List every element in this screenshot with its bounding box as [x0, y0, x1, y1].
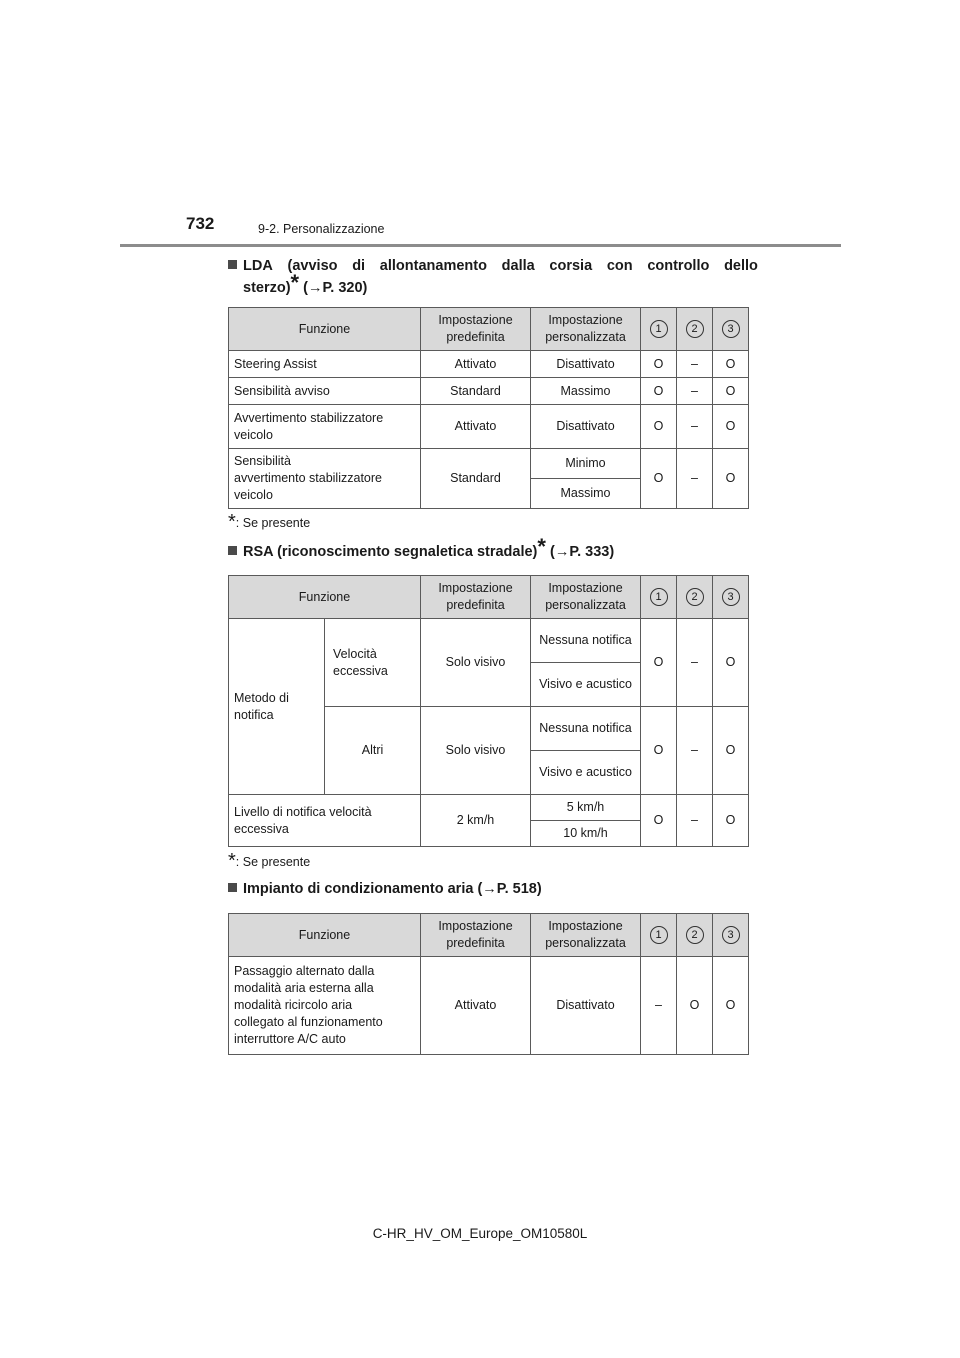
- document-code: C-HR_HV_OM_Europe_OM10580L: [372, 1226, 588, 1241]
- circled-2-icon: 2: [686, 926, 704, 944]
- table-row: Steering Assist Attivato Disattivato O – O: [229, 351, 749, 378]
- square-bullet-icon: [228, 883, 237, 892]
- page-number: 732: [186, 214, 215, 233]
- circled-3-icon: 3: [722, 926, 740, 944]
- circled-1-icon: 1: [650, 588, 668, 606]
- header-rule: [120, 244, 841, 247]
- footnote-rsa: *: Se presente: [228, 850, 311, 872]
- square-bullet-icon: [228, 260, 237, 269]
- section-title-clima: Impianto di condizionamento aria (→P. 518): [228, 878, 758, 900]
- page-reference: (→P. 333): [549, 544, 615, 560]
- table-row: Sensibilità avviso Standard Massimo O – O: [229, 378, 749, 405]
- table-row: Passaggio alternato dalla modalità aria esterna alla modalità ricircolo aria collegato al funzionamento interruttore A/C auto Attivato Disattivato – O O: [229, 957, 749, 1055]
- table-row: Sensibilità avvertimento stabilizzatore veicolo Standard Minimo O – O: [229, 449, 749, 479]
- table-lda: Funzione Impostazione predefinita Impostazione personalizzata 1 2 3 Steering Assist Attivato Disattivato O – O Sensibilità avviso Standard Massimo O – O Avvertimento stabilizzatore veicolo Attivato Disattivato O – O Sensibilità avvertimento stabilizzatore veicolo Standard Minimo O – O Massimo: [228, 307, 749, 509]
- circled-1-icon: 1: [650, 926, 668, 944]
- table-header-row: Funzione Impostazione predefinita Impostazione personalizzata 1 2 3: [229, 576, 749, 619]
- table-rsa: Funzione Impostazione predefinita Impostazione personalizzata 1 2 3 Metodo di notifica Velocità eccessiva Solo visivo Nessuna notifica O – O Visivo e acustico Altri Solo visivo Nessuna notifica O – O Visivo e acustico Livello di notifica velocità eccessiva 2 km/h 5 km/h O – O 10 km/h: [228, 575, 749, 847]
- chapter-title: 9-2. Personalizzazione: [258, 222, 385, 236]
- footnote-star: *: [537, 534, 546, 559]
- table-row: Livello di notifica velocità eccessiva 2 km/h 5 km/h O – O: [229, 795, 749, 821]
- page-reference: (→P. 518): [477, 881, 542, 897]
- circled-1-icon: 1: [650, 320, 668, 338]
- page-reference: (→P. 320): [303, 280, 368, 296]
- footnote-lda: *: Se presente: [228, 511, 311, 533]
- section-title-rsa: RSA (riconoscimento segnaletica stradale)* (→P. 333): [228, 541, 758, 563]
- circled-3-icon: 3: [722, 588, 740, 606]
- circled-2-icon: 2: [686, 588, 704, 606]
- section-title-lda: [228, 255, 758, 299]
- table-clima: [228, 913, 749, 1055]
- square-bullet-icon: [228, 546, 237, 555]
- table-row: Metodo di notifica Velocità eccessiva Solo visivo Nessuna notifica O – O: [229, 619, 749, 663]
- table-header-row: Funzione Impostazione predefinita Impostazione personalizzata 1 2 3: [229, 914, 749, 957]
- circled-2-icon: 2: [686, 320, 704, 338]
- lda-title-line2: sterzo)* (→P. 320): [243, 270, 368, 296]
- circled-3-icon: 3: [722, 320, 740, 338]
- table-row: Altri Solo visivo Nessuna notifica O – O: [229, 707, 749, 751]
- table-row: Avvertimento stabilizzatore veicolo Attivato Disattivato O – O: [229, 405, 749, 449]
- footnote-star: *: [290, 270, 300, 295]
- table-header-row: Funzione Impostazione predefinita Impostazione personalizzata 1 2 3: [229, 308, 749, 351]
- lda-title-line1: LDA (avviso di allontanamento dalla corsia con controllo dello: [228, 255, 758, 277]
